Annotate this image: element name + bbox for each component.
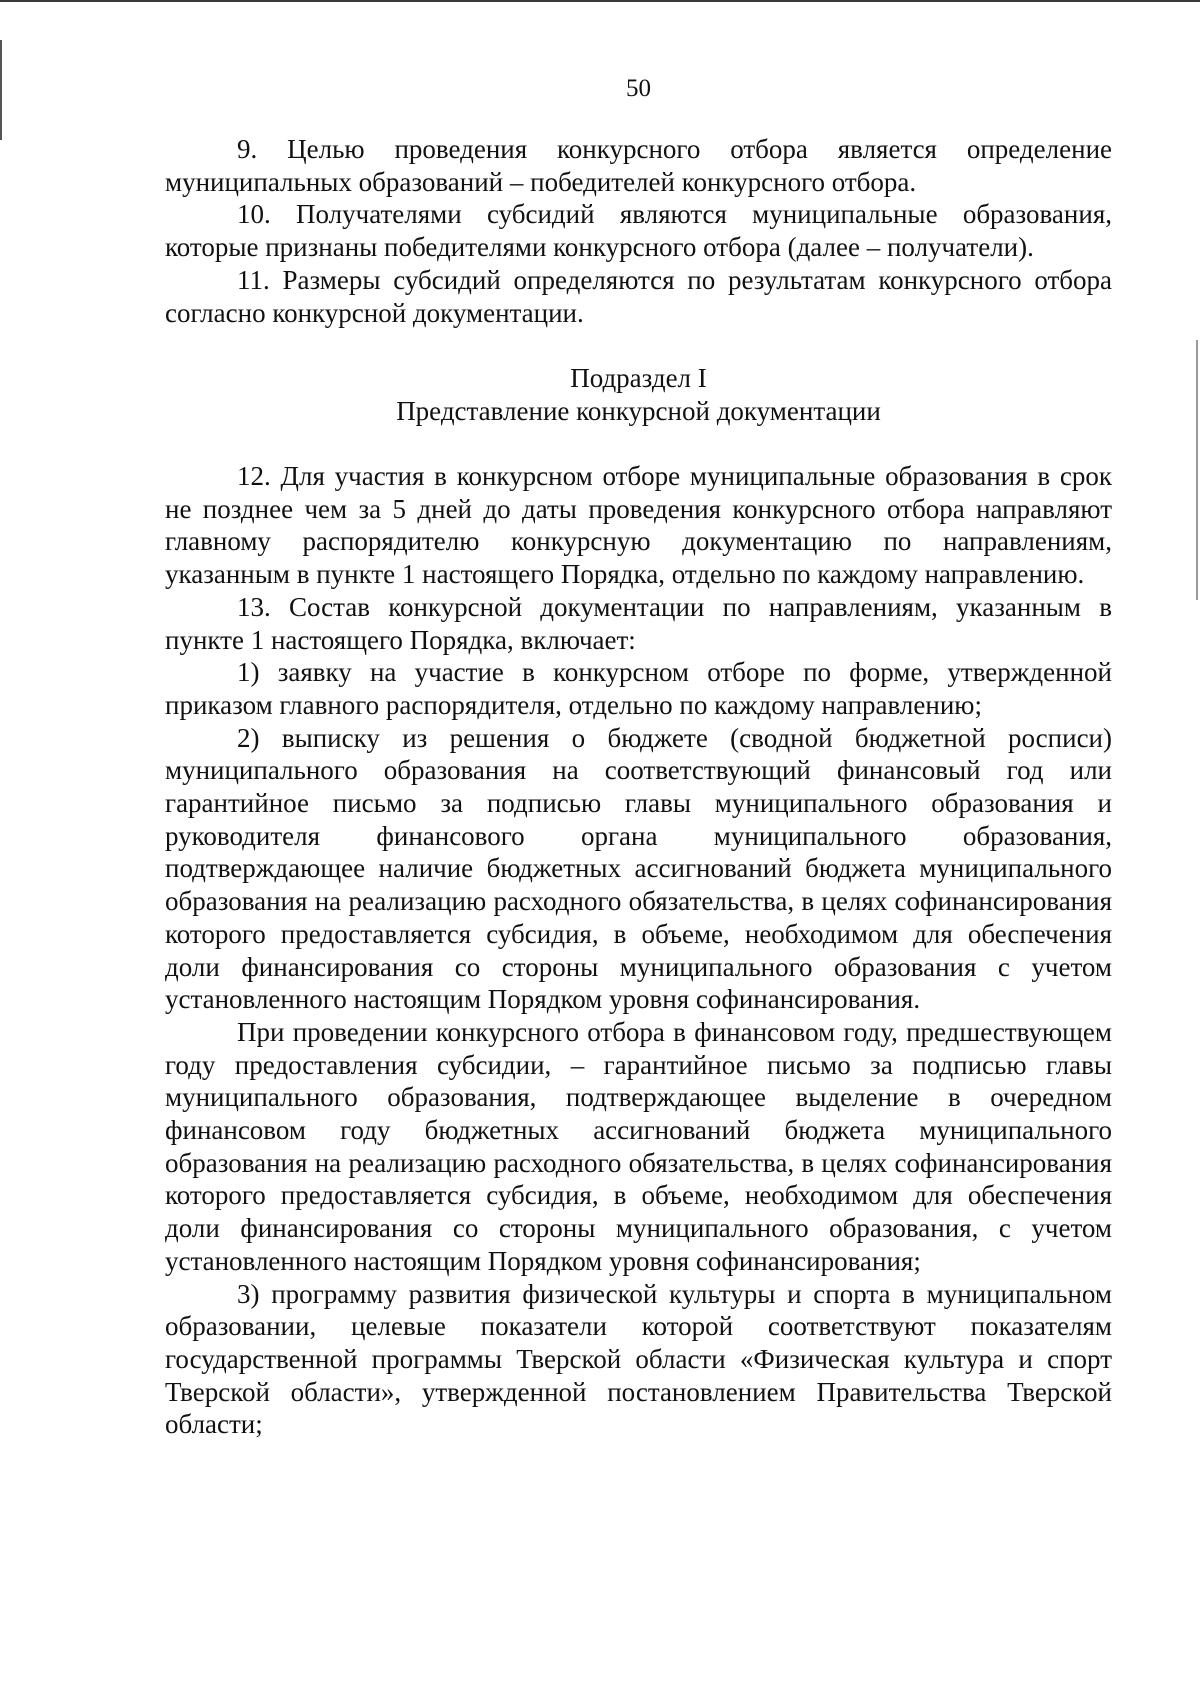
intro-section bbox=[165, 133, 1112, 329]
page-number: 50 bbox=[626, 75, 651, 102]
scan-edge-right bbox=[1196, 340, 1198, 600]
paragraph-11: 11. Размеры субсидий определяются по результатам конкурсного отбора согласно конкурсной документации. bbox=[165, 264, 1112, 328]
list-item-3: 3) программу развития физической культуры и спорта в муниципальном образовании, целевые показатели которой соответствуют показателям государственной программы Тверской области «Физическая культура и спорт Тверской области», утвержденной постановлением Правительства Тверской области; bbox=[165, 1278, 1112, 1440]
paragraph-guarantee-letter: При проведении конкурсного отбора в финансовом году, предшествующем году предоставления субсидии, – гарантийное письмо за подписью главы муниципального образования, подтверждающее выделение в очередном финансовом году бюджетных ассигнований бюджета муниципального образования на реализацию расходного обязательства, в целях софинансирования которого предоставляется субсидия, в объеме, необходимом для обеспечения доли финансирования со стороны муниципального образования, с учетом установленного настоящим Порядком уровня софинансирования; bbox=[165, 1016, 1112, 1276]
list-item-1: 1) заявку на участие в конкурсном отборе по форме, утвержденной приказом главного распорядителя, отдельно по каждому направлению; bbox=[165, 657, 1112, 720]
body-section bbox=[165, 460, 1112, 1441]
paragraph-10: 10. Получателями субсидий являются муниципальные образования, которые признаны победителями конкурсного отбора (далее – получатели). bbox=[165, 199, 1112, 263]
scan-edge-top bbox=[0, 0, 1200, 2]
subsection-heading bbox=[165, 362, 1112, 427]
scan-edge-left bbox=[0, 40, 2, 140]
paragraph-9: 9. Целью проведения конкурсного отбора является определение муниципальных образований – победителей конкурсного отбора. bbox=[165, 134, 1112, 197]
subsection-label: Подраздел I bbox=[570, 363, 707, 393]
paragraph-12: 12. Для участия в конкурсном отборе муниципальные образования в срок не позднее чем за 5 дней до даты проведения конкурсного отбора направляют главному распорядителю конкурсную документацию по направлениям, указанным в пункте 1 настоящего Порядка, отдельно по каждому направлению. bbox=[165, 461, 1112, 590]
list-item-2: 2) выписку из решения о бюджете (сводной бюджетной росписи) муниципального образования на соответствующий финансовый год или гарантийное письмо за подписью главы муниципального образования и руководителя финансового органа муниципального образования, подтверждающее наличие бюджетных ассигнований бюджета муниципального образования на реализацию расходного обязательства, в целях софинансирования которого предоставляется субсидия, в объеме, необходимом для обеспечения доли финансирования со стороны муниципального образования с учетом установленного настоящим Порядком уровня софинансирования. bbox=[165, 722, 1112, 1015]
subsection-title: Представление конкурсной документации bbox=[396, 395, 881, 426]
paragraph-13: 13. Состав конкурсной документации по направлениям, указанным в пункте 1 настоящего Порядка, включает: bbox=[165, 591, 1112, 655]
